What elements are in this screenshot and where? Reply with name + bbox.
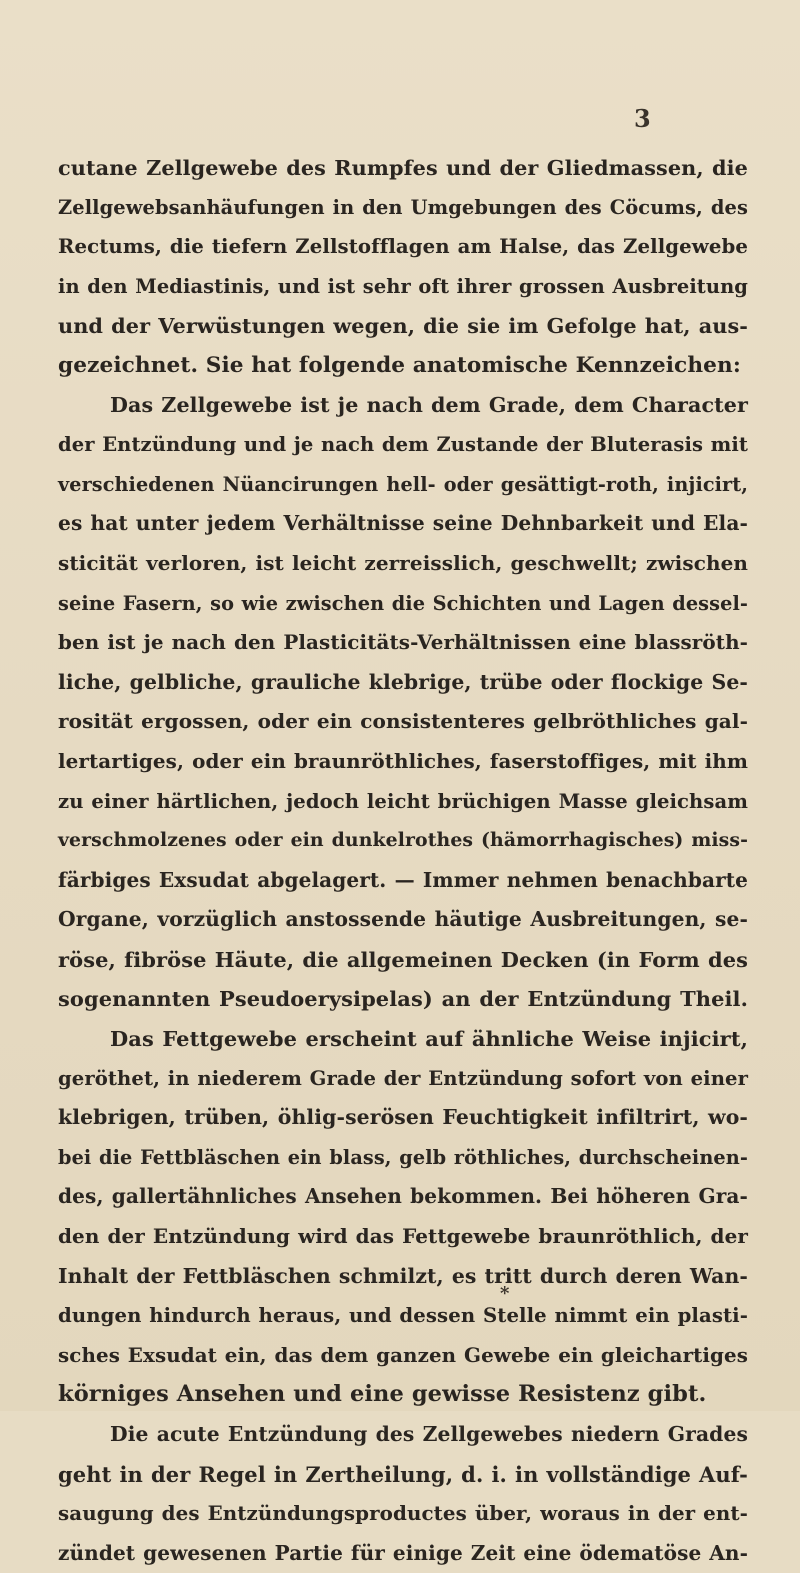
text-line: sticität verloren, ist leicht zerreisslich, geschwellt; zwischen: [58, 550, 748, 575]
signature-mark: *: [500, 1283, 510, 1304]
text-line: des, gallertähnliches Ansehen bekommen. Bei höheren Gra-: [58, 1184, 748, 1209]
page-number: 3: [634, 104, 651, 133]
text-line: färbiges Exsudat abgelagert. — Immer nehmen benachbarte: [58, 867, 748, 892]
text-line: zündet gewesenen Partie für einige Zeit eine ödematöse An-: [58, 1540, 748, 1565]
text-line: Inhalt der Fettbläschen schmilzt, es tritt durch deren Wan-: [58, 1263, 748, 1288]
text-line: Das Fettgewebe erscheint auf ähnliche Weise injicirt,: [110, 1026, 748, 1052]
text-line: liche, gelbliche, grauliche klebrige, trübe oder flockige Se-: [58, 669, 748, 694]
text-line: geröthet, in niederem Grade der Entzündung sofort von einer: [58, 1066, 748, 1090]
text-line: seine Fasern, so wie zwischen die Schichten und Lagen dessel-: [58, 591, 748, 615]
text-line: cutane Zellgewebe des Rumpfes und der Gliedmassen, die: [58, 155, 748, 180]
text-line: lertartiges, oder ein braunröthliches, faserstoffiges, mit ihm: [58, 748, 748, 773]
body-text: [58, 148, 748, 1573]
text-line: verschmolzenes oder ein dunkelrothes (hämorrhagisches) miss-: [58, 829, 748, 852]
text-line: den der Entzündung wird das Fettgewebe braunröthlich, der: [58, 1224, 748, 1249]
text-line: bei die Fettbläschen ein blass, gelb röthliches, durchscheinen-: [58, 1145, 748, 1169]
text-line: ben ist je nach den Plasticitäts-Verhältnissen eine blassröth-: [58, 630, 748, 655]
text-line: es hat unter jedem Verhältnisse seine Dehnbarkeit und Ela-: [58, 511, 748, 536]
text-line: in den Mediastinis, und ist sehr oft ihrer grossen Ausbreitung: [58, 274, 748, 298]
text-line: röse, fibröse Häute, die allgemeinen Decken (in Form des: [58, 946, 748, 972]
text-line: sches Exsudat ein, das dem ganzen Gewebe ein gleichartiges: [58, 1342, 748, 1367]
text-line: rosität ergossen, oder ein consistenteres gelbröthliches gal-: [58, 709, 748, 734]
text-line: dungen hindurch heraus, und dessen Stelle nimmt ein plasti-: [58, 1304, 748, 1328]
text-line: Die acute Entzündung des Zellgewebes niedern Grades: [110, 1422, 748, 1446]
text-line: körniges Ansehen und eine gewisse Resistenz gibt.: [58, 1381, 707, 1408]
text-line: saugung des Entzündungsproductes über, woraus in der ent-: [58, 1501, 748, 1526]
text-line: gezeichnet. Sie hat folgende anatomische Kennzeichen:: [58, 352, 741, 378]
text-line: Das Zellgewebe ist je nach dem Grade, dem Character: [110, 392, 748, 417]
text-line: klebrigen, trüben, öhlig-serösen Feuchtigkeit infiltrirt, wo-: [58, 1105, 748, 1130]
text-line: Zellgewebsanhäufungen in den Umgebungen des Cöcums, des: [58, 195, 748, 219]
text-line: zu einer härtlichen, jedoch leicht brüchigen Masse gleichsam: [58, 789, 748, 813]
text-line: sogenannten Pseudoerysipelas) an der Entzündung Theil.: [58, 986, 748, 1012]
text-line: und der Verwüstungen wegen, die sie im Gefolge hat, aus-: [58, 313, 748, 339]
text-line: geht in der Regel in Zertheilung, d. i. in vollständige Auf-: [58, 1461, 748, 1487]
text-line: Organe, vorzüglich anstossende häutige Ausbreitungen, se-: [58, 907, 748, 932]
text-line: verschiedenen Nüancirungen hell- oder gesättigt-roth, injicirt,: [58, 472, 748, 496]
text-line: der Entzündung und je nach dem Zustande der Bluterasis mit: [58, 433, 748, 457]
text-line: Rectums, die tiefern Zellstofflagen am Halse, das Zellgewebe: [58, 234, 748, 259]
